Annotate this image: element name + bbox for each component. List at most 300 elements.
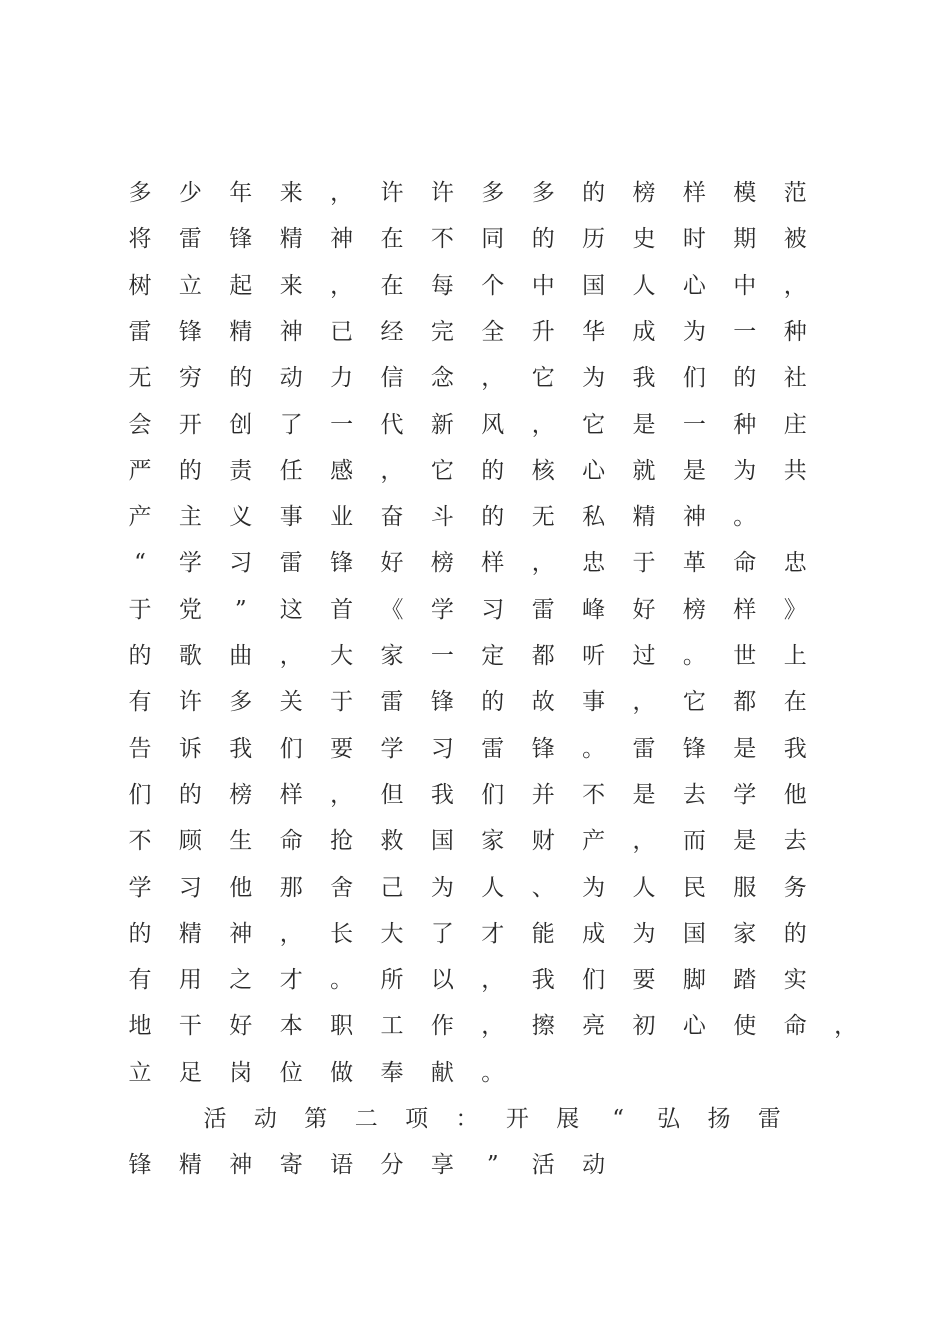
text-char: 国 xyxy=(582,272,606,299)
text-char: 舍 xyxy=(330,874,354,901)
text-char: 代 xyxy=(380,411,404,438)
heading-line xyxy=(0,1104,950,1150)
text-char: 会 xyxy=(128,411,152,438)
text-char: 长 xyxy=(330,920,354,947)
text-line xyxy=(0,1011,950,1057)
text-char: 华 xyxy=(582,318,606,345)
text-char: ， xyxy=(783,272,807,299)
text-char: 。 xyxy=(481,1059,505,1086)
text-char: 神 xyxy=(229,1152,253,1179)
text-char: 听 xyxy=(582,643,606,669)
text-char: 中 xyxy=(733,272,757,299)
text-char: 许 xyxy=(380,180,404,206)
text-line xyxy=(0,317,950,363)
text-line xyxy=(0,826,950,872)
text-char: 不 xyxy=(128,828,152,855)
text-char: “ xyxy=(134,550,146,577)
text-char: 但 xyxy=(380,781,404,808)
text-line xyxy=(0,548,950,594)
text-char: 的 xyxy=(481,504,505,531)
text-char: 为 xyxy=(682,318,706,345)
text-char: 锋 xyxy=(229,226,253,253)
text-char: 一 xyxy=(733,318,757,345)
text-char: 弘 xyxy=(657,1106,681,1132)
text-char: 雷 xyxy=(481,735,505,762)
text-char: 好 xyxy=(632,596,656,623)
text-char: 动 xyxy=(279,365,303,392)
text-char: 心 xyxy=(682,272,706,299)
text-char: 命 xyxy=(783,1013,807,1040)
text-char: 锋 xyxy=(430,689,454,716)
text-char: 完 xyxy=(430,318,454,345)
text-char: 新 xyxy=(430,411,454,438)
text-char: 庄 xyxy=(783,411,807,438)
heading-line xyxy=(0,1150,950,1196)
text-line xyxy=(0,224,950,270)
text-char: 创 xyxy=(229,411,253,438)
text-char: 升 xyxy=(531,318,555,345)
text-char: 学 xyxy=(128,874,152,901)
text-char: ， xyxy=(834,1013,858,1040)
text-line xyxy=(0,456,950,502)
text-char: 模 xyxy=(733,180,757,206)
text-char: ， xyxy=(481,1013,505,1040)
text-char: 多 xyxy=(229,689,253,716)
text-char: 神 xyxy=(279,318,303,345)
text-char: 锋 xyxy=(178,318,202,345)
text-char: 锋 xyxy=(531,735,555,762)
text-char: 用 xyxy=(178,967,202,994)
text-char: 的 xyxy=(531,226,555,253)
text-char: 。 xyxy=(330,967,354,994)
text-char: 峰 xyxy=(582,596,606,623)
text-char: 雷 xyxy=(279,550,303,577)
text-char: 做 xyxy=(330,1059,354,1086)
text-char: 无 xyxy=(128,365,152,392)
text-char: 中 xyxy=(531,272,555,299)
text-char: 学 xyxy=(733,781,757,808)
text-char: 成 xyxy=(632,318,656,345)
text-char: 社 xyxy=(783,365,807,392)
text-char: ， xyxy=(531,550,555,577)
text-char: 家 xyxy=(380,643,404,669)
text-char: 学 xyxy=(178,550,202,577)
text-char: ， xyxy=(632,689,656,716)
text-char: ， xyxy=(531,411,555,438)
text-char: 之 xyxy=(229,967,253,994)
text-char: 国 xyxy=(430,828,454,855)
text-char: 的 xyxy=(481,457,505,484)
text-char: 国 xyxy=(682,920,706,947)
text-char: 的 xyxy=(229,365,253,392)
text-char: 奋 xyxy=(380,504,404,531)
text-char: 范 xyxy=(783,180,807,206)
text-char: ， xyxy=(481,967,505,994)
text-char: 忠 xyxy=(783,550,807,577)
text-char: 将 xyxy=(128,226,152,253)
text-char: 史 xyxy=(632,226,656,253)
text-char: 榜 xyxy=(632,180,656,206)
text-char: 命 xyxy=(279,828,303,855)
text-char: 干 xyxy=(178,1013,202,1040)
text-char: 所 xyxy=(380,967,404,994)
text-char: 开 xyxy=(178,411,202,438)
text-char: 忠 xyxy=(582,550,606,577)
text-char: 多 xyxy=(481,180,505,206)
text-char: ， xyxy=(330,272,354,299)
text-char: 足 xyxy=(178,1059,202,1086)
text-char: 事 xyxy=(582,689,606,716)
text-char: 财 xyxy=(531,828,555,855)
text-char: 。 xyxy=(733,504,757,531)
text-char: 定 xyxy=(481,643,505,669)
text-char: 人 xyxy=(481,874,505,901)
text-char: 诉 xyxy=(178,735,202,762)
text-line xyxy=(0,271,950,317)
text-char: 来 xyxy=(279,180,303,206)
text-char: 那 xyxy=(279,874,303,901)
text-char: 大 xyxy=(380,920,404,947)
text-char: 立 xyxy=(178,272,202,299)
text-char: 好 xyxy=(229,1013,253,1040)
text-char: 们 xyxy=(128,781,152,808)
text-char: 展 xyxy=(556,1106,580,1132)
text-char: 被 xyxy=(783,226,807,253)
text-char: 学 xyxy=(430,596,454,623)
text-char: 精 xyxy=(632,504,656,531)
text-char: 我 xyxy=(783,735,807,762)
text-line xyxy=(0,687,950,733)
text-char: 精 xyxy=(178,920,202,947)
text-char: ， xyxy=(279,920,303,947)
text-char: 已 xyxy=(330,318,354,345)
text-char: 以 xyxy=(430,967,454,994)
text-char: 并 xyxy=(531,781,555,808)
text-char: 都 xyxy=(733,689,757,716)
text-char: 实 xyxy=(783,967,807,994)
text-char: 踏 xyxy=(733,967,757,994)
text-char: 精 xyxy=(229,318,253,345)
text-char: 亮 xyxy=(582,1013,606,1040)
text-char: 同 xyxy=(481,226,505,253)
text-char: 民 xyxy=(682,874,706,901)
text-char: 脚 xyxy=(682,967,706,994)
text-char: 共 xyxy=(783,457,807,484)
text-char: 榜 xyxy=(430,550,454,577)
text-char: 活 xyxy=(203,1106,227,1132)
text-char: 有 xyxy=(128,689,152,716)
text-char: 人 xyxy=(632,874,656,901)
text-char: 寄 xyxy=(279,1152,303,1179)
text-char: 服 xyxy=(733,874,757,901)
text-char: 严 xyxy=(128,457,152,484)
text-char: 雷 xyxy=(757,1106,781,1132)
text-char: 家 xyxy=(481,828,505,855)
text-char: 一 xyxy=(682,411,706,438)
text-char: 大 xyxy=(330,643,354,669)
text-char: 的 xyxy=(128,643,152,669)
text-char: 成 xyxy=(582,920,606,947)
text-char: 《 xyxy=(380,596,404,623)
text-char: 职 xyxy=(330,1013,354,1040)
text-char: 锋 xyxy=(128,1152,152,1179)
text-char: 不 xyxy=(430,226,454,253)
text-char: 于 xyxy=(128,596,152,623)
text-char: 项 xyxy=(405,1106,429,1132)
text-char: 曲 xyxy=(229,643,253,669)
text-char: 样 xyxy=(682,180,706,206)
text-char: 上 xyxy=(783,643,807,669)
text-char: 的 xyxy=(582,180,606,206)
text-char: ” xyxy=(234,596,247,623)
text-char: 分 xyxy=(380,1152,404,1179)
text-char: 个 xyxy=(481,272,505,299)
text-char: 歌 xyxy=(178,643,202,669)
text-line xyxy=(0,502,950,548)
text-char: 要 xyxy=(632,967,656,994)
text-char: ， xyxy=(330,180,354,206)
text-char: 是 xyxy=(733,735,757,762)
text-line xyxy=(0,1058,950,1104)
text-char: ” xyxy=(486,1152,499,1179)
text-char: 了 xyxy=(279,411,303,438)
text-line xyxy=(0,178,950,224)
text-char: 的 xyxy=(733,365,757,392)
text-char: 信 xyxy=(380,365,404,392)
text-char: 过 xyxy=(632,643,656,669)
text-char: 我 xyxy=(531,967,555,994)
text-char: 的 xyxy=(783,920,807,947)
text-char: 才 xyxy=(481,920,505,947)
text-line xyxy=(0,363,950,409)
text-char: 岗 xyxy=(229,1059,253,1086)
text-line xyxy=(0,919,950,965)
text-char: 能 xyxy=(531,920,555,947)
text-char: 地 xyxy=(128,1013,152,1040)
text-char: ： xyxy=(455,1106,479,1132)
text-char: 人 xyxy=(632,272,656,299)
text-char: 们 xyxy=(279,735,303,762)
text-char: 事 xyxy=(279,504,303,531)
text-char: 的 xyxy=(481,689,505,716)
text-char: 样 xyxy=(279,781,303,808)
text-char: 扬 xyxy=(707,1106,731,1132)
text-char: 树 xyxy=(128,272,152,299)
text-char: 为 xyxy=(430,874,454,901)
text-char: 种 xyxy=(783,318,807,345)
text-char: 许 xyxy=(430,180,454,206)
text-char: 业 xyxy=(330,504,354,531)
text-char: 多 xyxy=(531,180,555,206)
text-char: 的 xyxy=(178,781,202,808)
text-char: 核 xyxy=(531,457,555,484)
text-char: 党 xyxy=(178,596,202,623)
text-char: 样 xyxy=(481,550,505,577)
text-char: 动 xyxy=(253,1106,277,1132)
text-char: 我 xyxy=(229,735,253,762)
text-char: 动 xyxy=(582,1152,606,1179)
text-char: 命 xyxy=(733,550,757,577)
text-line xyxy=(0,873,950,919)
text-char: 来 xyxy=(279,272,303,299)
text-char: 样 xyxy=(733,596,757,623)
text-char: 时 xyxy=(682,226,706,253)
text-char: 革 xyxy=(682,550,706,577)
text-char: 在 xyxy=(783,689,807,716)
text-char: 要 xyxy=(330,735,354,762)
text-char: 雷 xyxy=(128,318,152,345)
text-char: 这 xyxy=(279,596,303,623)
text-char: 去 xyxy=(783,828,807,855)
text-char: 风 xyxy=(481,411,505,438)
text-char: 榜 xyxy=(229,781,253,808)
text-char: 锋 xyxy=(682,735,706,762)
text-char: 、 xyxy=(531,874,555,901)
text-char: 雷 xyxy=(531,596,555,623)
text-char: 都 xyxy=(531,643,555,669)
text-char: 了 xyxy=(430,920,454,947)
text-char: 种 xyxy=(733,411,757,438)
text-char: 语 xyxy=(330,1152,354,1179)
text-char: 我 xyxy=(632,365,656,392)
text-char: ， xyxy=(481,365,505,392)
text-char: 们 xyxy=(481,781,505,808)
text-char: 己 xyxy=(380,874,404,901)
text-char: 抢 xyxy=(330,828,354,855)
text-char: 许 xyxy=(178,689,202,716)
text-char: 私 xyxy=(582,504,606,531)
text-char: 少 xyxy=(178,180,202,206)
text-char: 雷 xyxy=(380,689,404,716)
text-char: 雷 xyxy=(178,226,202,253)
text-char: 为 xyxy=(582,365,606,392)
text-char: 力 xyxy=(330,365,354,392)
text-line xyxy=(0,965,950,1011)
text-char: 享 xyxy=(430,1152,454,1179)
text-char: 它 xyxy=(582,411,606,438)
text-line xyxy=(0,780,950,826)
text-char: 活 xyxy=(531,1152,555,1179)
text-char: 作 xyxy=(430,1013,454,1040)
text-char: 学 xyxy=(380,735,404,762)
text-char: 而 xyxy=(682,828,706,855)
text-char: 故 xyxy=(531,689,555,716)
text-char: 的 xyxy=(128,920,152,947)
text-char: 家 xyxy=(733,920,757,947)
text-char: 是 xyxy=(682,457,706,484)
text-char: 初 xyxy=(632,1013,656,1040)
text-char: 任 xyxy=(279,457,303,484)
text-char: 一 xyxy=(430,643,454,669)
text-char: 多 xyxy=(128,180,152,206)
text-char: 他 xyxy=(783,781,807,808)
text-char: 每 xyxy=(430,272,454,299)
text-char: 心 xyxy=(582,457,606,484)
text-char: 就 xyxy=(632,457,656,484)
text-char: ， xyxy=(632,828,656,855)
text-char: 才 xyxy=(279,967,303,994)
text-char: 立 xyxy=(128,1059,152,1086)
text-char: 产 xyxy=(128,504,152,531)
text-char: 二 xyxy=(354,1106,378,1132)
text-char: 不 xyxy=(582,781,606,808)
text-char: 期 xyxy=(733,226,757,253)
text-char: 产 xyxy=(582,828,606,855)
text-char: 它 xyxy=(682,689,706,716)
text-char: 无 xyxy=(531,504,555,531)
text-char: 开 xyxy=(505,1106,529,1132)
text-char: 奉 xyxy=(380,1059,404,1086)
text-char: 。 xyxy=(582,735,606,762)
text-char: 关 xyxy=(279,689,303,716)
text-char: 去 xyxy=(682,781,706,808)
text-char: 告 xyxy=(128,735,152,762)
text-char: 责 xyxy=(229,457,253,484)
text-char: 经 xyxy=(380,318,404,345)
text-char: ， xyxy=(279,643,303,669)
text-char: 习 xyxy=(229,550,253,577)
text-char: 神 xyxy=(682,504,706,531)
text-char: 全 xyxy=(481,318,505,345)
text-char: 为 xyxy=(632,920,656,947)
text-char: 于 xyxy=(632,550,656,577)
text-char: 》 xyxy=(783,596,807,623)
text-char: 的 xyxy=(178,457,202,484)
text-char: 位 xyxy=(279,1059,303,1086)
text-char: 救 xyxy=(380,828,404,855)
text-char: 精 xyxy=(178,1152,202,1179)
text-char: 神 xyxy=(229,920,253,947)
text-char: 心 xyxy=(682,1013,706,1040)
text-char: “ xyxy=(612,1106,625,1132)
text-char: 是 xyxy=(632,781,656,808)
text-char: 在 xyxy=(380,226,404,253)
text-line xyxy=(0,410,950,456)
text-char: 斗 xyxy=(430,504,454,531)
text-char: 精 xyxy=(279,226,303,253)
text-char: 首 xyxy=(330,596,354,623)
text-char: 为 xyxy=(582,874,606,901)
text-char: 习 xyxy=(481,596,505,623)
text-char: 我 xyxy=(430,781,454,808)
text-char: 义 xyxy=(229,504,253,531)
text-char: 主 xyxy=(178,504,202,531)
text-line xyxy=(0,734,950,780)
text-char: 在 xyxy=(380,272,404,299)
text-char: 献 xyxy=(430,1059,454,1086)
text-char: 生 xyxy=(229,828,253,855)
text-char: 习 xyxy=(430,735,454,762)
text-char: 世 xyxy=(733,643,757,669)
text-char: 本 xyxy=(279,1013,303,1040)
text-char: 工 xyxy=(380,1013,404,1040)
text-char: 为 xyxy=(733,457,757,484)
text-char: 他 xyxy=(229,874,253,901)
text-char: 使 xyxy=(733,1013,757,1040)
text-char: 习 xyxy=(178,874,202,901)
text-char: 它 xyxy=(430,457,454,484)
text-char: 们 xyxy=(582,967,606,994)
text-char: 顾 xyxy=(178,828,202,855)
text-char: 它 xyxy=(531,365,555,392)
text-char: 念 xyxy=(430,365,454,392)
text-char: 神 xyxy=(330,226,354,253)
text-char: 感 xyxy=(330,457,354,484)
text-char: 历 xyxy=(582,226,606,253)
text-char: 于 xyxy=(330,689,354,716)
text-char: 年 xyxy=(229,180,253,206)
text-char: 是 xyxy=(632,411,656,438)
